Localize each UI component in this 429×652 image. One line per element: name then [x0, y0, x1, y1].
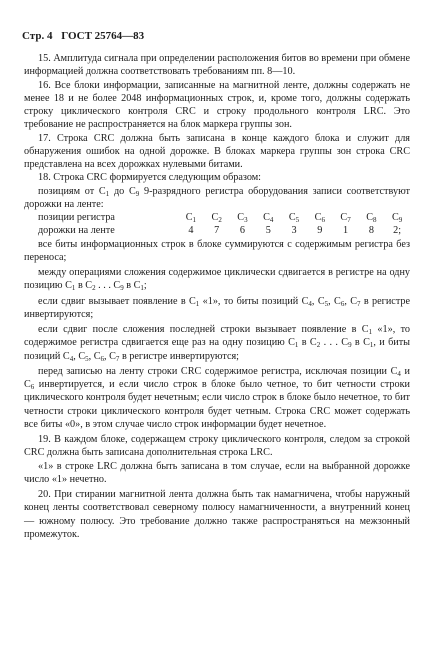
register-cell: $C_5$ [288, 212, 300, 224]
track-cell: 5 [265, 225, 271, 237]
track-cell: 3 [291, 225, 297, 237]
register-positions-label: позиции регистра [38, 212, 115, 223]
track-cell: 1 [343, 225, 349, 237]
track-numbers-row [24, 224, 410, 237]
standard-code: ГОСТ 25764—83 [61, 30, 145, 42]
paragraph-18b: все биты информационных строк в блоке суммируются с содержимым регистра без переноса; [24, 238, 410, 263]
paragraph-18d: если сдвиг вызывает появление в $C_1$ «1», то биты позиций $C_4$, $C_5$, $C_6$, $C_7$ в регистре инвертируются; [24, 295, 411, 320]
track-cell: 2; [393, 225, 402, 237]
track-cell: 4 [188, 225, 194, 237]
paragraph-18a: позициям от $C_1$ до $C_9$ 9-разрядного регистра оборудования записи соответствуют дорожки на ленте: [24, 185, 410, 210]
register-positions-row [24, 211, 410, 224]
page-number: Стр. 4 [22, 30, 53, 42]
register-cell: $C_1$ [185, 212, 197, 224]
register-cell: $C_2$ [211, 212, 222, 224]
paragraph-18: 18. Строка CRC формируется следующим образом: [38, 172, 262, 184]
register-track-table [24, 211, 410, 238]
paragraph-18f: перед записью на ленту строки CRC содержимое регистра, исключая позиции $C_4$ и $C_6$ инвертируется, и если число строк в блоке было четное, то бит четности строки циклического контроля будет нечетным; если число строк в блоке было нечетное, то бит четности строки циклического контроля будет четным. Строка CRC может содержать все биты «0», в этом случае число строк информации будет нечетное. [24, 365, 410, 430]
page-header [22, 30, 150, 42]
paragraph-19a: «1» в строке LRC должна быть записана в том случае, если на выбранной дорожке число «1» нечетно. [24, 460, 410, 485]
track-cell: 8 [368, 225, 374, 237]
register-cell: $C_4$ [263, 212, 274, 224]
document-body [24, 52, 410, 541]
paragraph-15: 15. Амплитуда сигнала при определении расположения битов во времени при обмене информацией должна соответствовать требованиям пп. 8—10. [24, 53, 410, 78]
register-cell: $C_8$ [366, 212, 377, 224]
paragraph-18e: если сдвиг после сложения последней строки вызывает появление в $C_1$ «1», то содержимое регистра сдвигается еще раз на одну позицию $C_1$ в $C_2$ . . . $C_9$ в $C_1$, и биты позиций $C_4$, $C_5$, $C_6$, $C_7$ в регистре инвертируются; [24, 324, 411, 363]
register-cell: $C_6$ [314, 212, 325, 224]
track-numbers-label: дорожки на ленте [38, 225, 115, 237]
paragraph-17: 17. Строка CRC должна быть записана в конце каждого блока и служит для обнаружения ошибок на одной дорожке. В блоках маркера группы зон строка CRC представлена на всех дорожках нулевыми битами. [24, 132, 410, 170]
register-cell: $C_3$ [237, 212, 248, 224]
paragraph-19: 19. В каждом блоке, содержащем строку циклического контроля, следом за строкой CRC должна быть записана дополнительная строка LRC. [24, 434, 410, 459]
track-cell: 9 [317, 225, 323, 237]
paragraph-16: 16. Все блоки информации, записанные на магнитной ленте, должны содержать не менее 18 и не более 2048 информационных строк, и, кроме того, должны содержать строку циклического контроля CRC и строку продольного контроля LRC. Это требование не распространяется на блок маркера группы зон. [24, 79, 410, 131]
register-cell: $C_7$ [340, 212, 351, 224]
track-cell: 7 [214, 225, 220, 237]
track-cell: 6 [239, 225, 245, 237]
paragraph-18c: между операциями сложения содержимое циклически сдвигается в регистре на одну позицию $C_1$ в $C_2$ . . . $C_9$ в $C_1$; [24, 267, 410, 293]
paragraph-20: 20. При стирании магнитной лента должна быть так намагничена, чтобы наружный конец ленты соответствовал северному полюсу намагниченности, а внутренний конец — южному полюсу. Это требование должно также распространяться на межзонный промежуток. [24, 489, 410, 540]
register-cell: $C_9$ [391, 212, 403, 224]
